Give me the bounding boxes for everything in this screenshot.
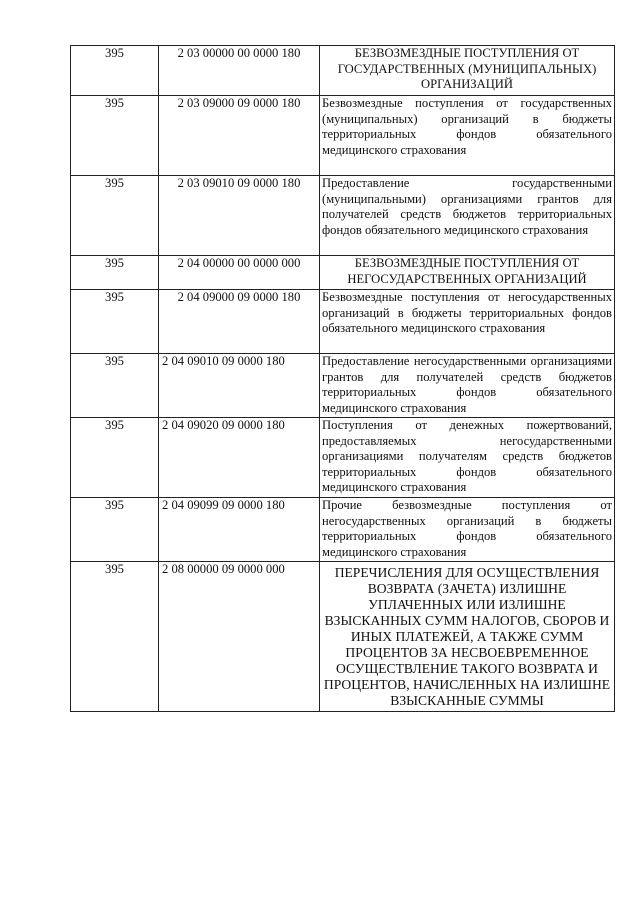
revenue-name-cell: Поступления от денежных пожертвований, предоставляемых негосударственными организациями получателям средств бюджетов территориальных фондов обязательного медицинского страхования <box>320 418 615 498</box>
section-heading-cell: ПЕРЕЧИСЛЕНИЯ ДЛЯ ОСУЩЕСТВЛЕНИЯ ВОЗВРАТА (ЗАЧЕТА) ИЗЛИШНЕ УПЛАЧЕННЫХ ИЛИ ИЗЛИШНЕ ВЗЫСКАННЫХ СУММ НАЛОГОВ, СБОРОВ И ИНЫХ ПЛАТЕЖЕЙ, А ТАКЖЕ СУММ ПРОЦЕНТОВ ЗА НЕСВОЕВРЕМЕННОЕ ОСУЩЕСТВЛЕНИЕ ТАКОГО ВОЗВРАТА И ПРОЦЕНТОВ, НАЧИСЛЕННЫХ НА ИЗЛИШНЕ ВЗЫСКАННЫЕ СУММЫ <box>320 562 615 712</box>
budget-code-cell: 2 04 09020 09 0000 180 <box>159 418 320 498</box>
table-row <box>71 176 615 256</box>
admin-code-cell: 395 <box>71 290 159 354</box>
budget-code-cell: 2 03 09000 09 0000 180 <box>159 96 320 176</box>
revenue-name-cell: Предоставление негосударственными организациями грантов для получателей средств бюджетов территориальных фондов обязательного медицинского страхования <box>320 354 615 418</box>
budget-code-cell: 2 04 00000 00 0000 000 <box>159 256 320 290</box>
budget-code-cell: 2 03 00000 00 0000 180 <box>159 46 320 96</box>
budget-codes-table <box>70 45 615 712</box>
admin-code-cell: 395 <box>71 176 159 256</box>
table-row <box>71 418 615 498</box>
admin-code-cell: 395 <box>71 354 159 418</box>
admin-code-cell: 395 <box>71 498 159 562</box>
revenue-name-cell: Прочие безвозмездные поступления от негосударственных организаций в бюджеты территориальных фондов обязательного медицинского страхования <box>320 498 615 562</box>
section-heading-cell: БЕЗВОЗМЕЗДНЫЕ ПОСТУПЛЕНИЯ ОТ НЕГОСУДАРСТВЕННЫХ ОРГАНИЗАЦИЙ <box>320 256 615 290</box>
section-heading-cell: БЕЗВОЗМЕЗДНЫЕ ПОСТУПЛЕНИЯ ОТ ГОСУДАРСТВЕННЫХ (МУНИЦИПАЛЬНЫХ) ОРГАНИЗАЦИЙ <box>320 46 615 96</box>
table-row <box>71 354 615 418</box>
budget-code-cell: 2 03 09010 09 0000 180 <box>159 176 320 256</box>
revenue-name-cell: Предоставление государственными (муниципальными) организациями грантов для получателей средств бюджетов территориальных фондов обязательного медицинского страхования <box>320 176 615 256</box>
budget-code-cell: 2 08 00000 09 0000 000 <box>159 562 320 712</box>
budget-code-cell: 2 04 09099 09 0000 180 <box>159 498 320 562</box>
budget-code-cell: 2 04 09000 09 0000 180 <box>159 290 320 354</box>
table-row <box>71 256 615 290</box>
budget-code-cell: 2 04 09010 09 0000 180 <box>159 354 320 418</box>
admin-code-cell: 395 <box>71 256 159 290</box>
table-row <box>71 562 615 712</box>
table-row <box>71 46 615 96</box>
revenue-name-cell: Безвозмездные поступления от негосударственных организаций в бюджеты территориальных фондов обязательного медицинского страхования <box>320 290 615 354</box>
table-row <box>71 96 615 176</box>
table-row <box>71 290 615 354</box>
admin-code-cell: 395 <box>71 562 159 712</box>
admin-code-cell: 395 <box>71 418 159 498</box>
revenue-name-cell: Безвозмездные поступления от государственных (муниципальных) организаций в бюджеты территориальных фондов обязательного медицинского страхования <box>320 96 615 176</box>
admin-code-cell: 395 <box>71 96 159 176</box>
admin-code-cell: 395 <box>71 46 159 96</box>
table-row <box>71 498 615 562</box>
